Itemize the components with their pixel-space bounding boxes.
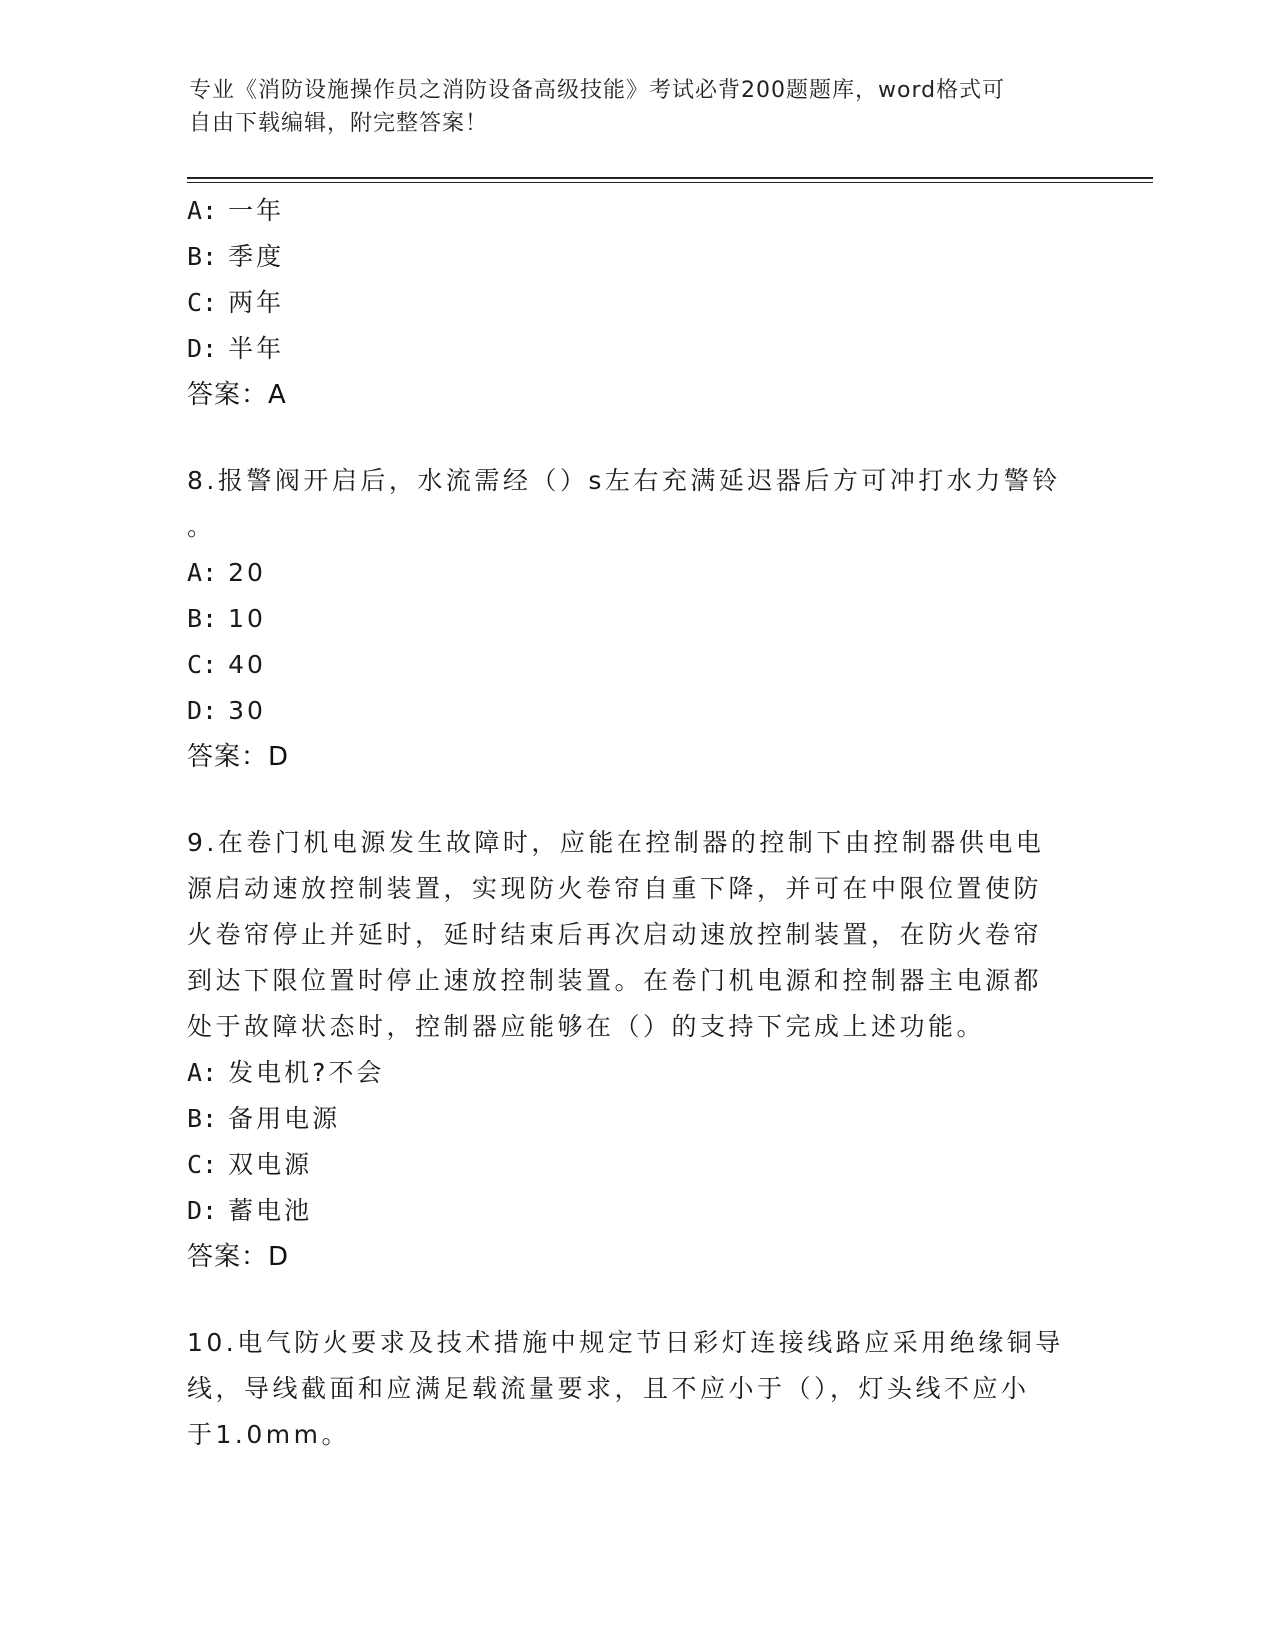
option-c: C: 双电源 bbox=[187, 1150, 313, 1179]
option-a: A: 发电机?不会 bbox=[187, 1058, 385, 1087]
option-d: D: 半年 bbox=[187, 334, 285, 363]
option-b: B: 季度 bbox=[187, 242, 285, 271]
option-a: A: 一年 bbox=[187, 196, 285, 225]
question-10-stem-line: 线，导线截面和应满足载流量要求，且不应小于（），灯头线不应小 bbox=[187, 1374, 1030, 1403]
option-b: B: 10 bbox=[187, 604, 266, 633]
answer-line: 答案：A bbox=[187, 380, 287, 410]
question-8-stem-line: 8.报警阀开启后，水流需经（）s左右充满延迟器后方可冲打水力警铃 bbox=[187, 466, 1061, 495]
question-prev-options bbox=[187, 188, 1087, 418]
header-line-2: 自由下载编辑，附完整答案！ bbox=[189, 111, 489, 136]
header-divider-thick bbox=[187, 177, 1153, 179]
option-b: B: 备用电源 bbox=[187, 1104, 341, 1133]
question-9-stem-line: 火卷帘停止并延时，延时结束后再次启动速放控制装置，在防火卷帘 bbox=[187, 920, 1043, 949]
option-d: D: 蓄电池 bbox=[187, 1196, 313, 1225]
question-10-stem-line: 10.电气防火要求及技术措施中规定节日彩灯连接线路应采用绝缘铜导 bbox=[187, 1328, 1064, 1357]
question-9-stem-line: 到达下限位置时停止速放控制装置。在卷门机电源和控制器主电源都 bbox=[187, 966, 1043, 995]
question-10-stem bbox=[187, 1320, 1087, 1458]
answer-line: 答案：D bbox=[187, 1242, 290, 1272]
question-9 bbox=[187, 820, 1087, 1280]
answer-line: 答案：D bbox=[187, 742, 290, 772]
question-9-stem-line: 源启动速放控制装置，实现防火卷帘自重下降，并可在中限位置使防 bbox=[187, 874, 1043, 903]
question-8-stem-line: 。 bbox=[187, 512, 216, 541]
option-d: D: 30 bbox=[187, 696, 266, 725]
question-10-stem-line: 于1.0mm。 bbox=[187, 1420, 350, 1449]
question-list bbox=[187, 188, 1087, 1458]
option-a: A: 20 bbox=[187, 558, 266, 587]
question-8-stem bbox=[187, 458, 1087, 550]
question-10 bbox=[187, 1320, 1087, 1458]
question-9-stem-line: 处于故障状态时，控制器应能够在（）的支持下完成上述功能。 bbox=[187, 1012, 986, 1041]
header-divider-thin bbox=[187, 182, 1153, 183]
option-c: C: 两年 bbox=[187, 288, 285, 317]
option-c: C: 40 bbox=[187, 650, 266, 679]
question-9-stem bbox=[187, 820, 1087, 1050]
document-header bbox=[189, 74, 1089, 140]
header-line-1: 专业《消防设施操作员之消防设备高级技能》考试必背200题题库，word格式可 bbox=[189, 78, 1006, 103]
question-9-stem-line: 9.在卷门机电源发生故障时，应能在控制器的控制下由控制器供电电 bbox=[187, 828, 1045, 857]
question-8 bbox=[187, 458, 1087, 780]
